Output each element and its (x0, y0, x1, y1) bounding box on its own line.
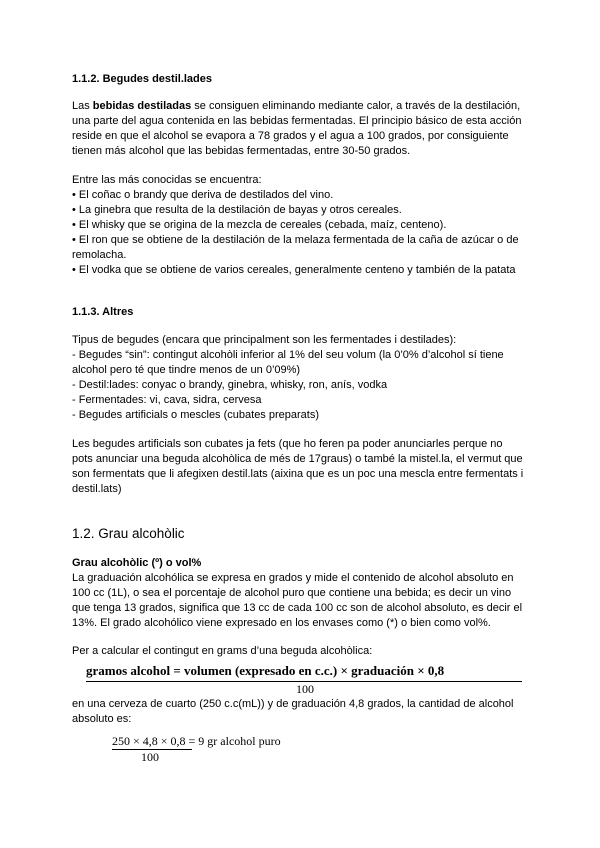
calculation-numerator: 250 × 4,8 × 0,8 = 9 gr alcohol puro (112, 734, 281, 748)
subheading-grau: Grau alcohòlic (º) o vol% (72, 557, 202, 569)
distilled-drinks-list (72, 173, 530, 278)
intro-line (72, 99, 530, 114)
section-heading-begudes-destillades: 1.1.2. Begudes destil.lades (72, 73, 213, 85)
formula-denominator: 100 (296, 682, 314, 696)
list-item: - Begudes “sin”: contingut alcohòli inferior al 1% del seu volum (la 0’0% d’alcohol sí tiene (72, 349, 504, 361)
list-item: - Destil:lades: conyac o brandy, ginebra, whisky, ron, anís, vodka (72, 379, 388, 391)
list-item: • La ginebra que resulta de la destilación de bayas y otros cereales. (72, 204, 402, 216)
section-heading-altres: 1.1.3. Altres (72, 306, 134, 318)
list-item: - Fermentades: vi, cava, sidra, cervesa (72, 394, 262, 406)
list-intro: Entre las más conocidas se encuentra: (72, 174, 262, 186)
list-item: • El coñac o brandy que deriva de destilados del vino. (72, 189, 334, 201)
section-heading-grau-alcoholic: 1.2. Grau alcohòlic (72, 526, 185, 541)
list-item: • El whisky que se origina de la mezcla de cereales (cebada, maíz, centeno). (72, 219, 447, 231)
intro-line: tienen más alcohol que las bebidas fermentadas, entre 30-50 grados. (72, 145, 411, 157)
para-line: 100 cc (1L), o sea el porcentaje de alcohol puro que contiene una bebida; es decir un vino (72, 587, 512, 599)
note-line: Les begudes artificials son cubates ja fets (que ho feren pa poder anunciarles perque no (72, 438, 503, 450)
list-item: - Begudes artificials o mescles (cubates preparats) (72, 409, 319, 421)
intro-line: reside en que el alcohol se evapora a 78 grados y el agua a 100 grados, por consiguiente (72, 130, 509, 142)
list-item: alcohol pero té que tindre menos de un 0’09%) (72, 364, 301, 376)
calc-intro-line: Per a calcular el contingut en grams d’una beguda alcohòlica: (72, 645, 373, 657)
formula-numerator: gramos alcohol = volumen (expresado en c.c.) × graduación × 0,8 (86, 663, 445, 678)
artificial-drinks-note (72, 437, 530, 497)
note-line: son fermentats que li afegixen destil.lats (aixina que es un poc una mescla entre fermentats i (72, 468, 524, 480)
para-line: 13%. El grado alcohólico viene expresado en los envases como (*) o bien como vol%. (72, 617, 491, 629)
intro-paragraph (72, 99, 530, 159)
calc-intro (72, 644, 530, 659)
list-item: Tipus de begudes (encara que principalment son les fermentades i destilades): (72, 334, 457, 346)
grau-paragraph (72, 571, 530, 631)
list-item: • El vodka que se obtiene de varios cereales, generalmente centeno y también de la patata (72, 264, 516, 276)
drink-types-list (72, 333, 530, 423)
bold-term: bebidas destiladas (92, 100, 192, 112)
intro-text-end: se consiguen eliminando mediante calor, a través de la destilación, (191, 100, 521, 112)
intro-text-start: Las (72, 100, 93, 112)
example-line: en una cerveza de cuarto (250 c.c(mL)) y de graduación 4,8 grados, la cantidad de alcohol (72, 698, 514, 710)
intro-line: una parte del agua contenida en las bebidas fermentadas. El principio básico de esta acción (72, 115, 522, 127)
list-item: • El ron que se obtiene de la destilación de la melaza fermentada de la caña de azúcar o de (72, 234, 519, 246)
note-line: destil.lats) (72, 483, 122, 495)
list-item: remolacha. (72, 249, 127, 261)
para-line: que tenga 13 grados, significa que 13 cc de cada 100 cc son de alcohol absoluto, es decir el (72, 602, 523, 614)
para-line: La graduación alcohólica se expresa en grados y mide el contenido de alcohol absoluto en (72, 572, 514, 584)
alcohol-grams-formula (86, 663, 445, 696)
calculation-denominator: 100 (141, 750, 159, 764)
example-calculation (112, 734, 281, 764)
example-paragraph (72, 697, 530, 727)
example-line: absoluto es: (72, 713, 132, 725)
note-line: pots anunciar una beguda alcohòlica de més de 17graus) o també la mistel.la, el vermut que (72, 453, 523, 465)
